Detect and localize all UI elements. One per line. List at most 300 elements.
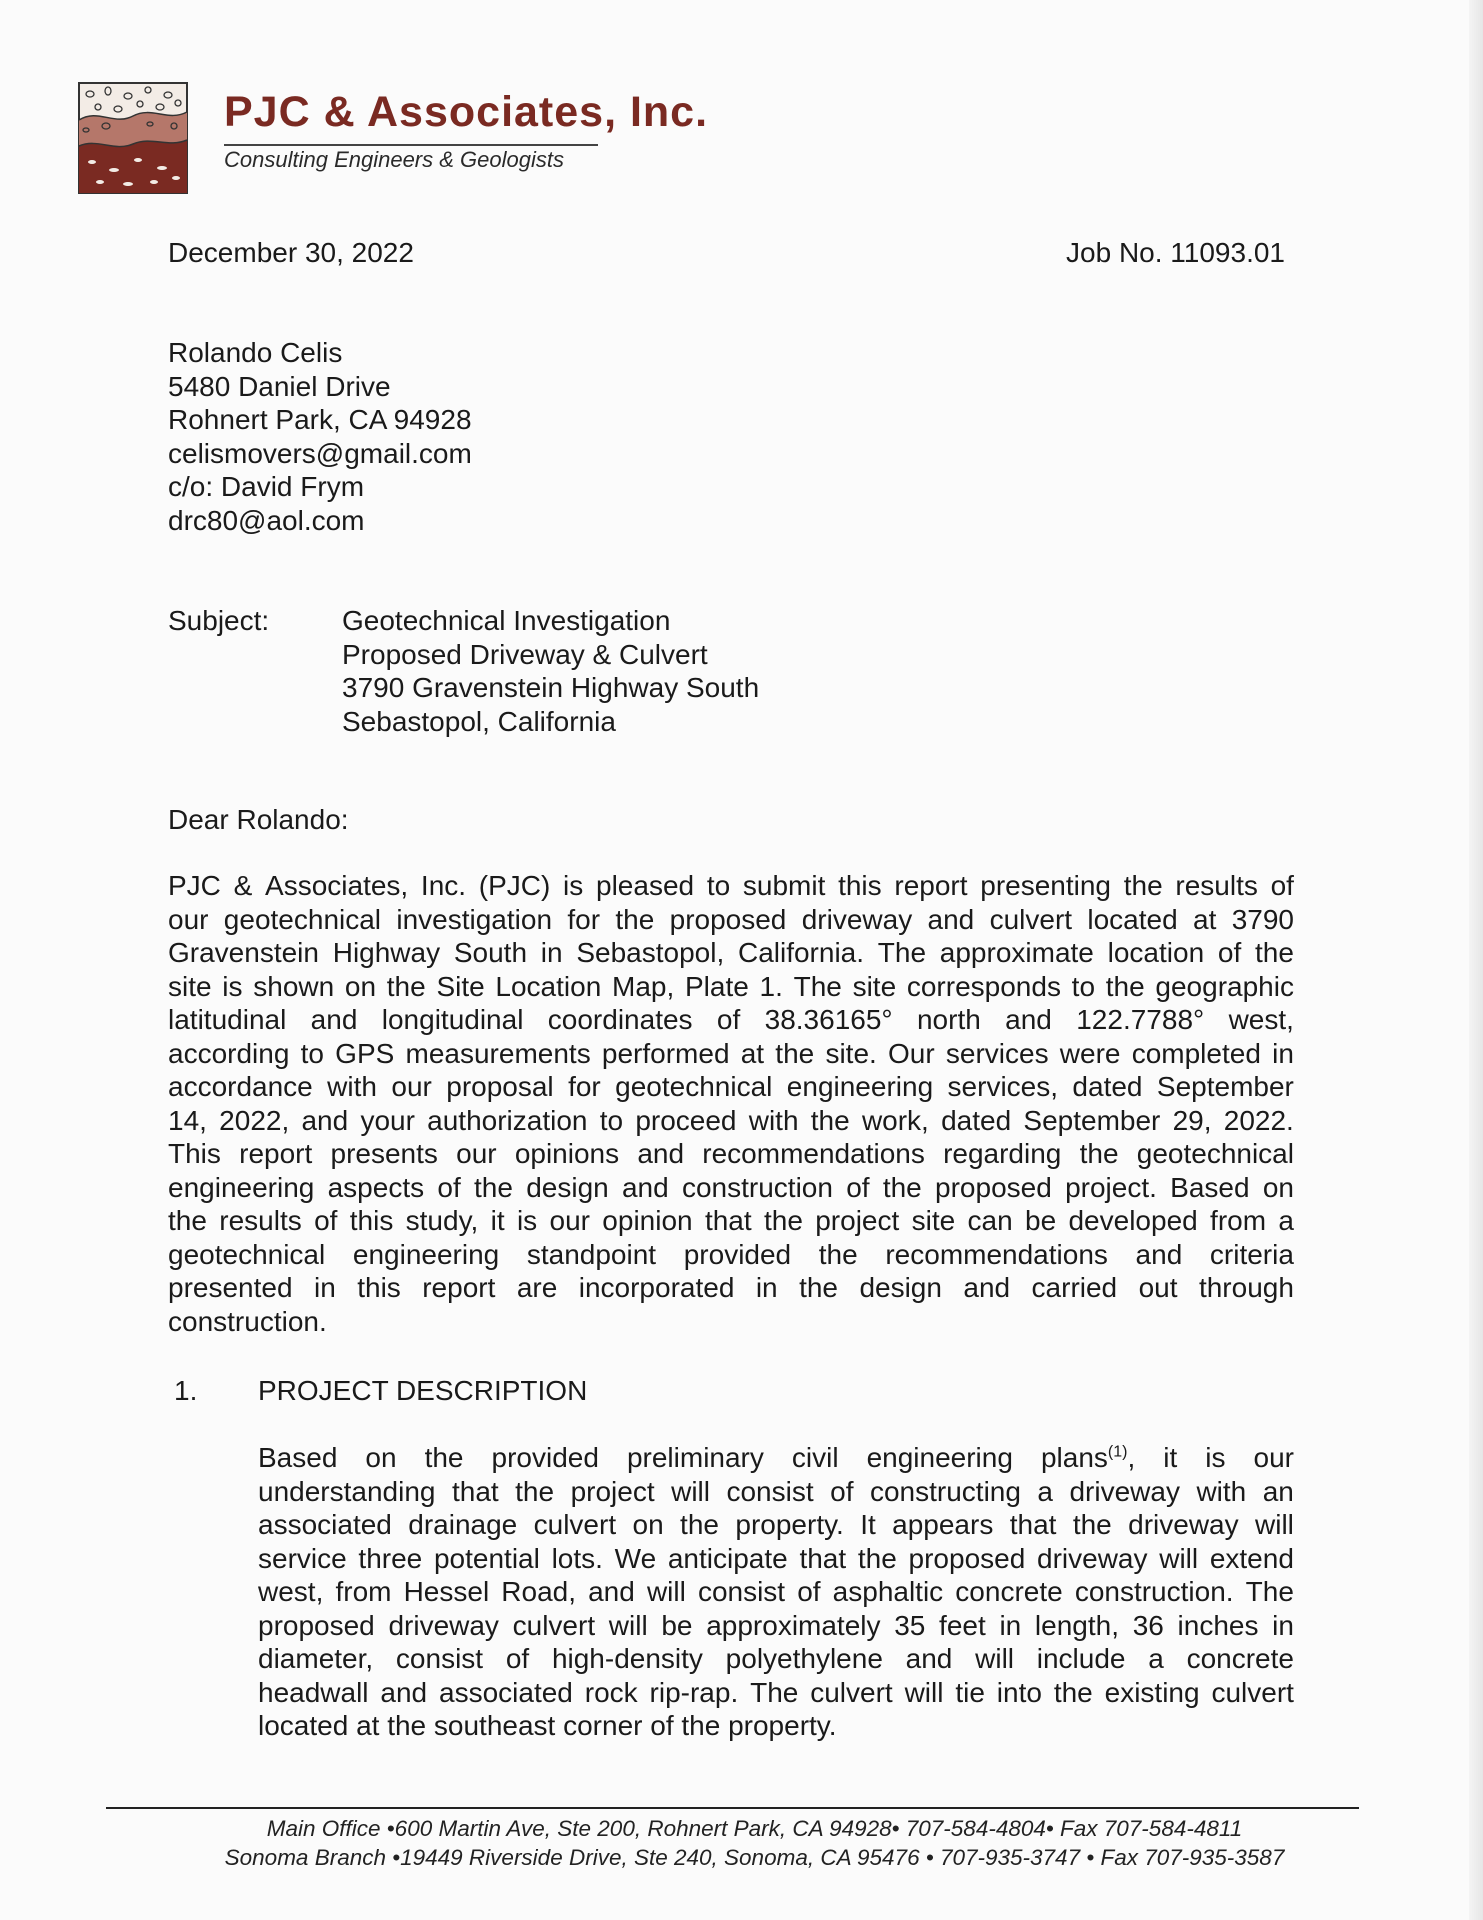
word: include bbox=[1036, 1643, 1126, 1674]
word: can bbox=[967, 1205, 1013, 1236]
section-number: 1. bbox=[174, 1375, 198, 1406]
word: Inc. bbox=[420, 870, 467, 901]
word: geographic bbox=[1155, 970, 1294, 1002]
word: the bbox=[1053, 1676, 1093, 1708]
word: engineering bbox=[352, 1238, 500, 1270]
paragraph-line bbox=[168, 1137, 1294, 1171]
word: submit bbox=[742, 870, 826, 901]
word: from bbox=[335, 1576, 392, 1607]
word: property. bbox=[735, 1509, 844, 1540]
project-description-paragraph bbox=[258, 1441, 1294, 1743]
word: Plate bbox=[684, 970, 749, 1002]
word: the bbox=[680, 1509, 719, 1540]
word: this bbox=[357, 1272, 401, 1303]
word: the bbox=[882, 1171, 922, 1203]
word: on bbox=[632, 1509, 664, 1540]
word: approximately bbox=[706, 1609, 881, 1641]
word: your bbox=[360, 1104, 415, 1136]
word: with bbox=[327, 1071, 377, 1102]
word: is bbox=[222, 970, 243, 1002]
word: out bbox=[1138, 1272, 1178, 1303]
word: Highway bbox=[332, 937, 441, 968]
word: Our bbox=[888, 1037, 935, 1069]
word: completed bbox=[1131, 1037, 1261, 1069]
word: our bbox=[168, 903, 209, 935]
word: to bbox=[706, 870, 731, 901]
word: incorporated bbox=[578, 1272, 735, 1303]
word: proposed bbox=[908, 1542, 1026, 1574]
word: The bbox=[1245, 1576, 1294, 1607]
word: potential bbox=[433, 1542, 540, 1574]
word: Sebastopol, bbox=[576, 937, 725, 968]
word: of bbox=[830, 1475, 854, 1507]
word: it bbox=[490, 1205, 505, 1236]
word: geotechnical bbox=[223, 903, 382, 935]
word: 3790 bbox=[1231, 903, 1294, 935]
word: culvert bbox=[810, 1676, 893, 1708]
word: 2022, bbox=[219, 1104, 290, 1136]
word: proposal bbox=[446, 1071, 554, 1102]
word: lots. bbox=[551, 1542, 603, 1574]
company-name-rule bbox=[224, 144, 598, 146]
paragraph-text: , it is our bbox=[1127, 1442, 1294, 1473]
word: pleased bbox=[596, 870, 695, 901]
word: to bbox=[599, 1104, 624, 1136]
word: authorization bbox=[427, 1104, 588, 1136]
word: project. bbox=[1065, 1171, 1157, 1203]
word: presents bbox=[330, 1138, 438, 1169]
word: into bbox=[996, 1676, 1042, 1708]
word: 29, bbox=[1172, 1104, 1212, 1136]
paragraph-line bbox=[258, 1642, 1294, 1676]
word: and bbox=[1135, 1238, 1183, 1270]
word: engineering bbox=[168, 1171, 315, 1203]
word: shown bbox=[253, 970, 335, 1002]
word: to bbox=[1071, 970, 1096, 1002]
word: opinion bbox=[602, 1205, 693, 1236]
job-number: Job No. 11093.01 bbox=[1066, 237, 1285, 268]
word: extend bbox=[1209, 1542, 1294, 1574]
word: understanding bbox=[258, 1475, 436, 1507]
word: the bbox=[515, 1475, 555, 1507]
word: Road, bbox=[501, 1576, 576, 1607]
word: The bbox=[877, 937, 927, 968]
word: We bbox=[614, 1542, 657, 1574]
word: & bbox=[233, 870, 253, 901]
word: an bbox=[1262, 1475, 1294, 1507]
word: of bbox=[797, 1576, 821, 1607]
word: according bbox=[168, 1037, 290, 1069]
word: located bbox=[1087, 903, 1178, 935]
word: will bbox=[904, 1676, 944, 1708]
word: the bbox=[1072, 1509, 1112, 1540]
paragraph-line bbox=[168, 1204, 1294, 1238]
word: services bbox=[945, 1037, 1049, 1069]
word: and bbox=[1005, 1004, 1052, 1035]
paragraph-line bbox=[168, 936, 1294, 970]
word: proposed bbox=[258, 1609, 375, 1641]
paragraph-text: Based on the provided preliminary civil engineering plans bbox=[258, 1442, 1108, 1473]
word: and bbox=[905, 1643, 953, 1674]
paragraph-line bbox=[168, 903, 1294, 937]
word: in bbox=[313, 1272, 336, 1303]
word: driveway bbox=[1128, 1509, 1239, 1540]
word: the bbox=[810, 1104, 850, 1136]
word: engineering bbox=[786, 1071, 934, 1102]
word: feet bbox=[939, 1609, 986, 1641]
word: dated bbox=[1072, 1071, 1143, 1102]
word: associated bbox=[258, 1509, 392, 1540]
word: performed bbox=[601, 1037, 730, 1069]
word: The bbox=[793, 970, 842, 1002]
word: culvert bbox=[989, 903, 1073, 935]
word: that bbox=[704, 1205, 752, 1236]
word: recommendations bbox=[702, 1138, 925, 1169]
recipient-line: c/o: David Frym bbox=[168, 471, 365, 502]
word: in bbox=[1272, 1609, 1294, 1641]
word: be bbox=[1025, 1205, 1057, 1236]
paragraph-line: construction. bbox=[168, 1305, 327, 1337]
section-title: PROJECT DESCRIPTION bbox=[258, 1375, 588, 1406]
word: inches bbox=[1177, 1609, 1259, 1641]
word: high-density bbox=[551, 1643, 703, 1674]
word: This bbox=[168, 1138, 221, 1169]
word: report bbox=[422, 1272, 496, 1303]
word: culvert bbox=[533, 1509, 617, 1540]
recipient-line: 5480 Daniel Drive bbox=[168, 370, 391, 402]
word: developed bbox=[1068, 1205, 1198, 1236]
word: geotechnical bbox=[168, 1238, 326, 1270]
word: Associates, bbox=[265, 870, 409, 901]
word: asphaltic bbox=[832, 1576, 944, 1607]
paragraph-line bbox=[168, 970, 1294, 1004]
word: and bbox=[637, 1138, 685, 1169]
footer-sonoma-branch: Sonoma Branch •19449 Riverside Drive, Ste 240, Sonoma, CA 95476 • 707-935-3747 • Fax 707-935-3587 bbox=[224, 1845, 1285, 1870]
word: construction bbox=[681, 1171, 833, 1203]
word: 36 bbox=[1132, 1609, 1164, 1641]
word: be bbox=[661, 1609, 693, 1641]
word: Map, bbox=[612, 970, 675, 1002]
word: on bbox=[1262, 1171, 1294, 1203]
word: concrete bbox=[955, 1576, 1063, 1607]
word: a bbox=[1037, 1475, 1053, 1507]
word: consist bbox=[697, 1576, 786, 1607]
word: and bbox=[301, 1104, 349, 1136]
paragraph-line bbox=[258, 1609, 1294, 1643]
word: our bbox=[391, 1071, 432, 1102]
word: September bbox=[1023, 1104, 1161, 1136]
word: rip-rap. bbox=[649, 1676, 739, 1708]
word: rock bbox=[584, 1676, 638, 1708]
footnote-reference: (1) bbox=[1107, 1443, 1128, 1461]
word: and bbox=[380, 1676, 428, 1708]
word: corresponds bbox=[906, 970, 1061, 1002]
word: recommendations bbox=[885, 1238, 1108, 1270]
word: will bbox=[646, 1576, 686, 1607]
word: September bbox=[1156, 1071, 1294, 1102]
word: of bbox=[716, 1004, 741, 1035]
word: site. bbox=[825, 1037, 877, 1069]
word: driveway bbox=[801, 903, 913, 935]
recipient-email: celismovers@gmail.com bbox=[168, 437, 472, 469]
word: with bbox=[748, 1104, 799, 1136]
paragraph-line bbox=[168, 1070, 1294, 1104]
word: accordance bbox=[168, 1071, 313, 1102]
word: of bbox=[1217, 937, 1242, 968]
word: It bbox=[860, 1509, 876, 1540]
word: driveway bbox=[1069, 1475, 1180, 1507]
word: headwall bbox=[258, 1676, 369, 1708]
word: west, bbox=[258, 1576, 324, 1607]
word: regarding bbox=[943, 1138, 1062, 1169]
word: the bbox=[168, 1205, 207, 1236]
word: our bbox=[549, 1205, 590, 1236]
word: the bbox=[857, 1542, 897, 1574]
word: in bbox=[755, 1272, 778, 1303]
word: west, bbox=[1228, 1004, 1294, 1035]
word: is bbox=[563, 870, 584, 901]
word: design bbox=[526, 1171, 609, 1203]
recipient-line: Rohnert Park, CA 94928 bbox=[168, 404, 472, 435]
word: The bbox=[750, 1676, 799, 1708]
word: anticipate bbox=[667, 1542, 788, 1574]
word: criteria bbox=[1209, 1238, 1294, 1270]
salutation: Dear Rolando: bbox=[168, 804, 349, 835]
word: diameter, bbox=[258, 1643, 374, 1674]
word: 2022. bbox=[1223, 1104, 1294, 1136]
word: constructing bbox=[869, 1475, 1021, 1507]
word: site bbox=[852, 970, 897, 1002]
word: are bbox=[516, 1272, 558, 1303]
word: the bbox=[799, 1272, 838, 1303]
subject-line: 3790 Gravenstein Highway South bbox=[342, 672, 760, 703]
word: in bbox=[540, 937, 563, 968]
word: a bbox=[1148, 1643, 1164, 1674]
paragraph-line bbox=[168, 1238, 1294, 1272]
word: the bbox=[1105, 970, 1145, 1002]
paragraph-line bbox=[168, 1104, 1294, 1138]
word: Hessel bbox=[403, 1576, 490, 1607]
word: existing bbox=[1104, 1676, 1200, 1708]
word: report bbox=[894, 870, 968, 901]
word: will bbox=[608, 1609, 648, 1641]
word: Site bbox=[436, 970, 485, 1002]
word: the bbox=[1079, 1138, 1119, 1169]
word: appears bbox=[892, 1509, 994, 1540]
paragraph-line bbox=[258, 1676, 1294, 1710]
word: the bbox=[474, 1171, 513, 1203]
word: GPS bbox=[335, 1037, 395, 1069]
word: culvert bbox=[512, 1609, 596, 1641]
word: services, bbox=[947, 1071, 1059, 1102]
word: South bbox=[453, 937, 528, 968]
word: the bbox=[775, 1037, 815, 1069]
word: at bbox=[1193, 903, 1217, 935]
word: project bbox=[815, 1205, 900, 1236]
word: 14, bbox=[168, 1104, 207, 1136]
word: opinions bbox=[514, 1138, 620, 1169]
word: carried bbox=[1031, 1272, 1118, 1303]
word: report bbox=[239, 1138, 313, 1169]
paragraph-line bbox=[258, 1475, 1294, 1509]
recipient-line: Rolando Celis bbox=[168, 337, 343, 368]
word: service bbox=[258, 1542, 347, 1574]
word: this bbox=[349, 1205, 394, 1236]
paragraph-line bbox=[258, 1508, 1294, 1542]
word: 1. bbox=[759, 970, 783, 1002]
word: that bbox=[1009, 1509, 1057, 1540]
word: construction. bbox=[1074, 1576, 1234, 1607]
word: Based bbox=[1170, 1171, 1250, 1203]
word: geotechnical bbox=[615, 1071, 773, 1102]
word: concrete bbox=[1186, 1643, 1294, 1674]
word: dated bbox=[941, 1104, 1012, 1136]
word: tie bbox=[955, 1676, 985, 1708]
word: is bbox=[516, 1205, 538, 1236]
paragraph-line bbox=[258, 1542, 1294, 1576]
word: the bbox=[386, 970, 426, 1002]
word: culvert bbox=[1211, 1676, 1294, 1708]
word: consist bbox=[395, 1643, 484, 1674]
paragraph-line bbox=[168, 1171, 1294, 1205]
word: from bbox=[1210, 1205, 1267, 1236]
word: site bbox=[168, 970, 212, 1002]
word: Location bbox=[495, 970, 602, 1002]
intro-paragraph bbox=[168, 869, 1294, 1338]
word: presenting bbox=[980, 870, 1112, 901]
paragraph-line bbox=[168, 1271, 1294, 1305]
word: the bbox=[763, 1205, 803, 1236]
word: Gravenstein bbox=[168, 937, 319, 968]
letter-date: December 30, 2022 bbox=[168, 237, 414, 268]
word: length, bbox=[1034, 1609, 1119, 1641]
word: our bbox=[456, 1138, 497, 1169]
word: proposed bbox=[669, 903, 787, 935]
word: for bbox=[568, 1071, 601, 1102]
word: consist bbox=[726, 1475, 814, 1507]
word: work, bbox=[861, 1104, 929, 1136]
word: the bbox=[615, 903, 655, 935]
company-logo bbox=[78, 82, 188, 194]
word: latitudinal bbox=[168, 1004, 287, 1035]
word: that bbox=[799, 1542, 847, 1574]
word: were bbox=[1059, 1037, 1121, 1069]
word: of bbox=[437, 1171, 461, 1203]
company-tagline: Consulting Engineers & Geologists bbox=[224, 147, 564, 172]
subject-line: Geotechnical Investigation bbox=[342, 605, 671, 636]
paragraph-line bbox=[258, 1575, 1294, 1609]
word: of bbox=[846, 1171, 870, 1203]
word: 35 bbox=[894, 1609, 926, 1641]
word: longitudinal bbox=[381, 1004, 524, 1035]
word: results bbox=[1175, 870, 1258, 901]
word: the bbox=[1255, 937, 1294, 968]
word: provided bbox=[683, 1238, 792, 1270]
word: will bbox=[975, 1643, 1015, 1674]
word: drainage bbox=[408, 1509, 518, 1540]
word: through bbox=[1198, 1272, 1294, 1303]
word: north bbox=[916, 1004, 981, 1035]
word: to bbox=[300, 1037, 324, 1069]
subject-line: Proposed Driveway & Culvert bbox=[342, 638, 708, 670]
word: with bbox=[1196, 1475, 1247, 1507]
word: investigation bbox=[396, 903, 553, 935]
word: proposed bbox=[935, 1171, 1052, 1203]
paragraph-line bbox=[168, 1003, 1294, 1037]
word: project bbox=[570, 1475, 655, 1507]
word: of bbox=[1270, 870, 1294, 901]
word: and bbox=[963, 1272, 1011, 1303]
word: 38.36165° bbox=[764, 1004, 893, 1035]
page-edge-shadow bbox=[1469, 0, 1483, 1920]
subject-lines bbox=[342, 604, 759, 738]
word: three bbox=[358, 1542, 423, 1574]
word: will bbox=[671, 1475, 710, 1507]
word: will bbox=[1159, 1542, 1199, 1574]
footer-main-office: Main Office •600 Martin Ave, Ste 200, Rohnert Park, CA 94928• 707-584-4804• Fax 707-584-4811 bbox=[266, 1816, 1243, 1841]
word: for bbox=[567, 903, 601, 935]
word: geotechnical bbox=[1136, 1138, 1294, 1169]
word: polyethylene bbox=[725, 1643, 883, 1674]
word: on bbox=[344, 970, 377, 1002]
word: in bbox=[999, 1609, 1022, 1641]
word: (PJC) bbox=[478, 870, 551, 901]
word: driveway bbox=[1037, 1542, 1148, 1574]
word: of bbox=[314, 1205, 338, 1236]
word: standpoint bbox=[526, 1238, 657, 1270]
word: of bbox=[505, 1643, 530, 1674]
word: a bbox=[1278, 1205, 1294, 1236]
word: approximate bbox=[939, 937, 1094, 968]
footer-rule bbox=[106, 1807, 1359, 1809]
company-name: PJC & Associates, Inc. bbox=[224, 88, 709, 136]
word: the bbox=[818, 1238, 858, 1270]
word: location bbox=[1107, 937, 1205, 968]
word: the bbox=[1123, 870, 1163, 901]
word: design bbox=[859, 1272, 942, 1303]
recipient-email: drc80@aol.com bbox=[168, 504, 365, 536]
recipient-address bbox=[168, 336, 472, 537]
word: proceed bbox=[635, 1104, 737, 1136]
word: and bbox=[621, 1171, 669, 1203]
paragraph-line: located at the southeast corner of the property. bbox=[258, 1710, 837, 1741]
word: measurements bbox=[405, 1037, 591, 1069]
subject-line: Sebastopol, California bbox=[342, 705, 616, 737]
word: driveway bbox=[388, 1609, 499, 1641]
word: and bbox=[310, 1004, 358, 1035]
word: PJC bbox=[168, 870, 221, 901]
word: will bbox=[1255, 1509, 1294, 1540]
paragraph-line bbox=[168, 1037, 1294, 1071]
word: associated bbox=[439, 1676, 573, 1708]
word: coordinates bbox=[547, 1004, 693, 1035]
subject-label: Subject: bbox=[168, 605, 270, 636]
word: study, bbox=[405, 1205, 479, 1236]
word: presented bbox=[168, 1272, 293, 1303]
word: site bbox=[911, 1205, 956, 1236]
word: aspects bbox=[327, 1171, 425, 1203]
paragraph-line bbox=[168, 869, 1294, 903]
word: this bbox=[838, 870, 882, 901]
paragraph-line bbox=[258, 1441, 1294, 1475]
word: and bbox=[588, 1576, 635, 1607]
word: that bbox=[451, 1475, 499, 1507]
word: in bbox=[1272, 1037, 1294, 1069]
word: and bbox=[927, 903, 975, 935]
word: at bbox=[740, 1037, 765, 1069]
word: California. bbox=[737, 937, 865, 968]
word: results bbox=[219, 1205, 302, 1236]
